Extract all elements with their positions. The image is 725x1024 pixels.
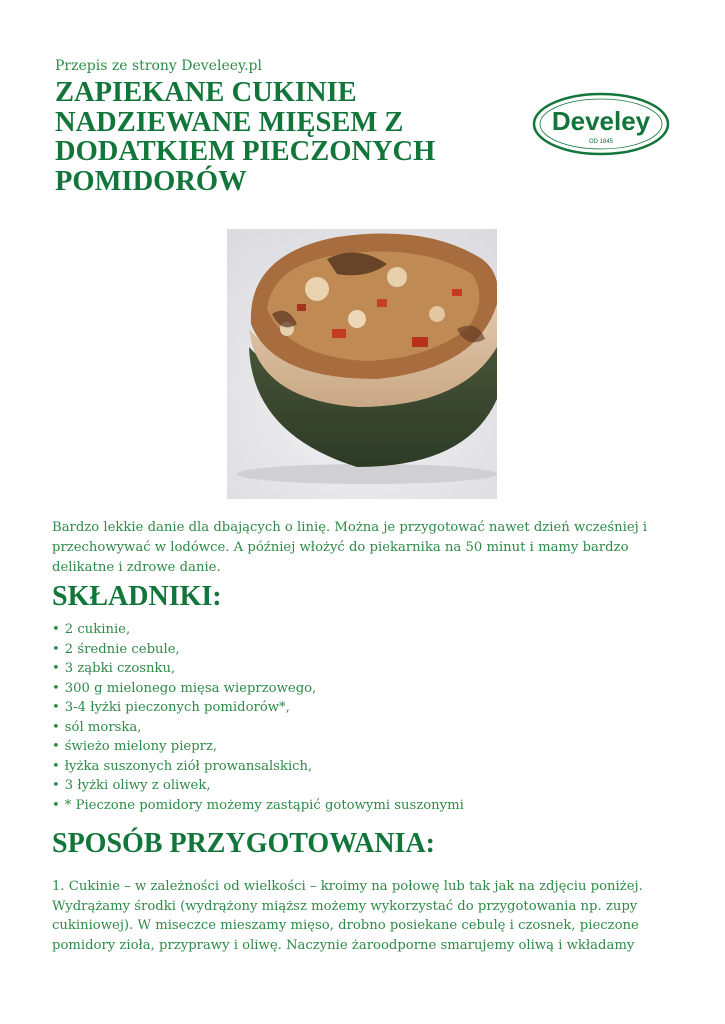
develey-logo (532, 92, 670, 156)
method-heading: SPOSÓB PRZYGOTOWANIA: (52, 828, 435, 859)
list-item: • 2 cukinie, (52, 620, 464, 640)
list-item: • 2 średnie cebule, (52, 640, 464, 660)
ingredients-list (52, 620, 464, 815)
list-item: • świeżo mielony pieprz, (52, 737, 464, 757)
intro-paragraph: Bardzo lekkie danie dla dbających o linię. Można je przygotować nawet dzień wcześniej i przechowywać w lodówce. A później włożyć do piekarnika na 50 minut i mamy bardzo delikatne i zdrowe danie. (52, 520, 648, 575)
list-item: • 300 g mielonego mięsa wieprzowego, (52, 679, 464, 699)
list-item: • 3 ząbki czosnku, (52, 659, 464, 679)
dish-photo (227, 229, 497, 499)
list-item: • * Pieczone pomidory możemy zastąpić gotowymi suszonymi (52, 796, 464, 816)
list-item: • 3 łyżki oliwy z oliwek, (52, 776, 464, 796)
source-note: Przepis ze strony Develeey.pl (55, 58, 262, 74)
method-paragraph: 1. Cukinie – w zależności od wielkości – kroimy na połowę lub tak jak na zdjęciu poniżej. Wydrążamy środki (wydrążony miąższ możemy wykorzystać do przygotowania np. zupy cukiniowej). W miseczce mieszamy mięso, drobno posiekane cebulę i czosnek, pieczone pomidory zioła, przyprawy i oliwę. Naczynie żaroodporne smarujemy oliwą i wkładamy (52, 879, 643, 953)
logo-since: OD 1845 (588, 139, 614, 145)
logo-wordmark: Develey (551, 106, 651, 136)
recipe-title: ZAPIEKANE CUKINIE NADZIEWANE MIĘSEM Z DODATKIEM PIECZONYCH POMIDORÓW (55, 77, 436, 197)
list-item: • sól morska, (52, 718, 464, 738)
ingredients-heading: SKŁADNIKI: (52, 581, 222, 612)
list-item: • 3-4 łyżki pieczonych pomidorów*, (52, 698, 464, 718)
list-item: • łyżka suszonych ziół prowansalskich, (52, 757, 464, 777)
